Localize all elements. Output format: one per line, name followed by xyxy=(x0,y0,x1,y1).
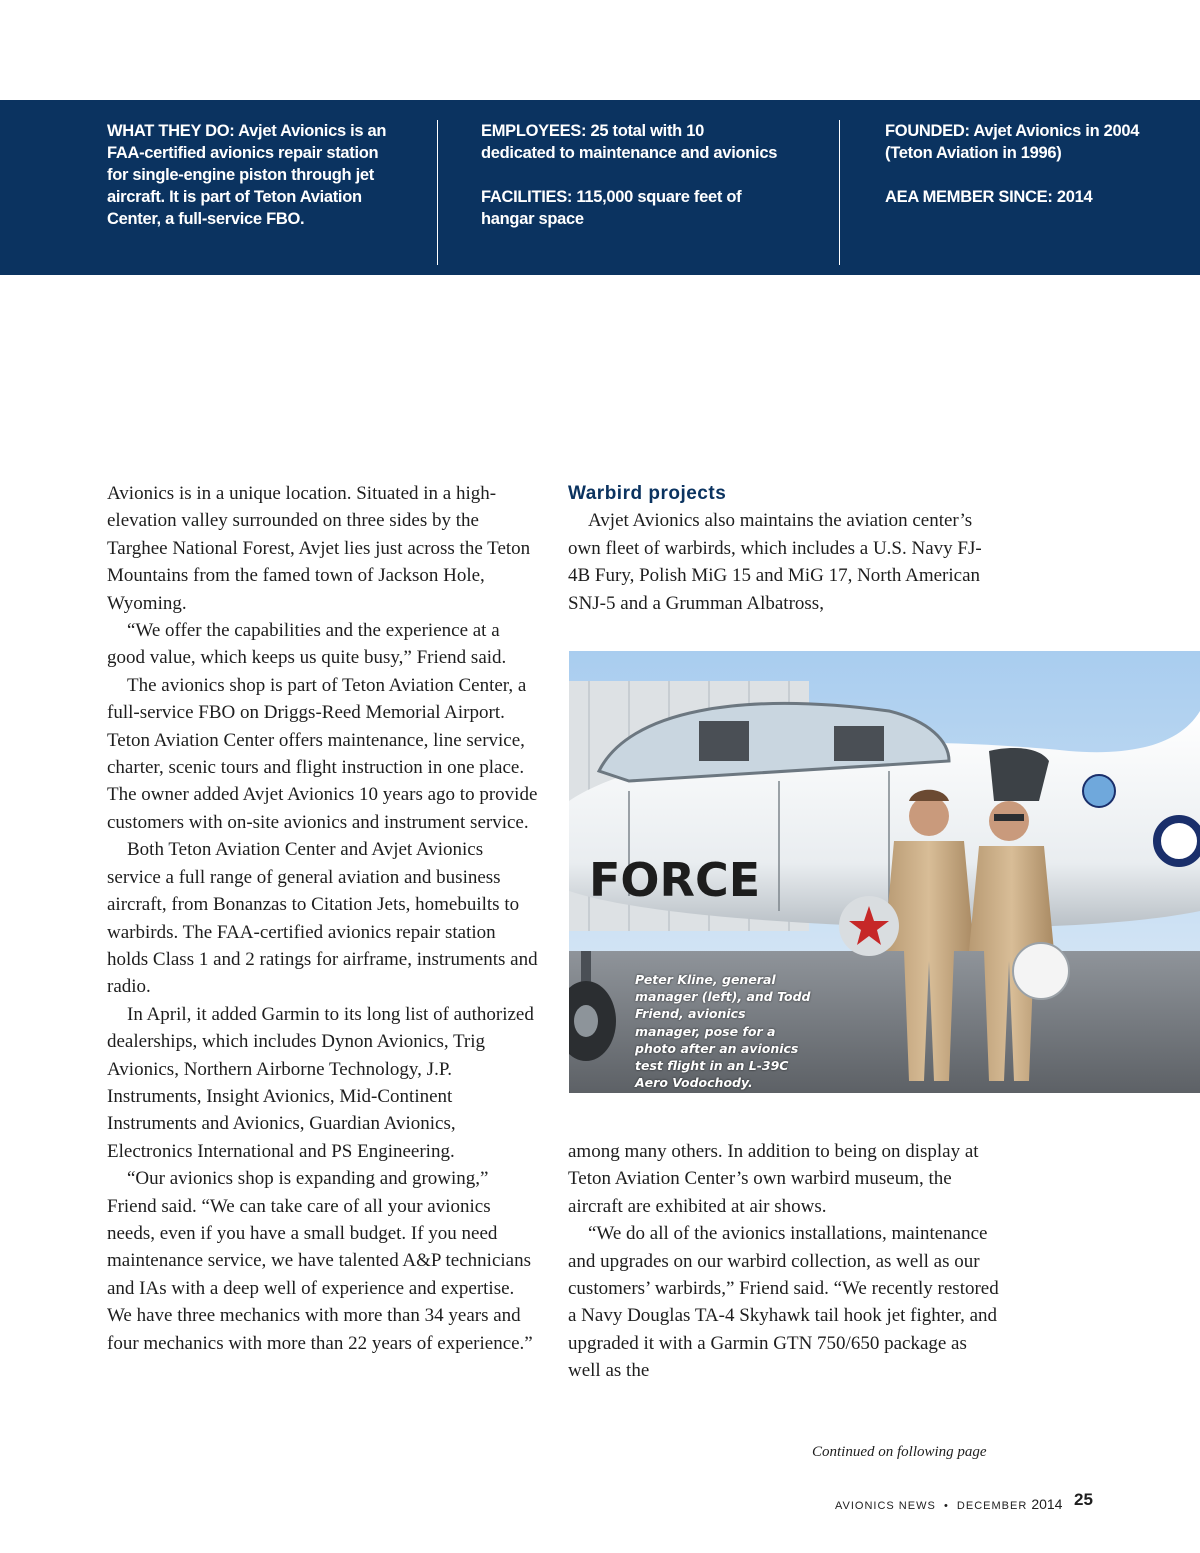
member-since-label: AEA MEMBER SINCE: xyxy=(885,188,1053,206)
section-heading-warbird-projects: Warbird projects xyxy=(568,483,727,504)
body-paragraph: among many others. In addition to being on display at Teton Aviation Center’s own warbird museum, the aircraft are exhibited at air shows. xyxy=(568,1141,979,1217)
facts-column-what-they-do xyxy=(107,120,387,230)
body-paragraph: “We offer the capabilities and the experience at a good value, which keeps us quite busy,” Friend said. xyxy=(107,620,507,669)
facts-column-founded xyxy=(885,120,1155,208)
facts-banner xyxy=(0,100,1200,275)
body-paragraph: The avionics shop is part of Teton Aviation Center, a full-service FBO on Driggs-Reed Memorial Airport. Teton Aviation Center offers maintenance, line service, charter, scenic tours and flight instruction in one place. The owner added Avjet Avionics 10 years ago to provide customers with on-site avionics and instrument service. xyxy=(107,674,538,833)
employees-label: EMPLOYEES: xyxy=(481,122,587,140)
body-paragraph: “We do all of the avionics installations, maintenance and upgrades on our warbird collection, as well as our customers’ warbirds,” Friend said. “We recently restored a Navy Douglas TA-4 Skyhawk tail hook jet fighter, and upgraded it with a Garmin GTN 750/650 package as well as the xyxy=(568,1223,999,1382)
issue-month: DECEMBER xyxy=(956,1500,1028,1512)
facilities-label: FACILITIES: xyxy=(481,188,573,206)
member-since-text: 2014 xyxy=(1052,188,1093,206)
founded-label: FOUNDED: xyxy=(885,122,970,140)
facilities-text: 115,000 square feet of hangar space xyxy=(481,188,742,228)
page-footer xyxy=(835,1496,1062,1512)
article-right-column-bottom xyxy=(568,1138,1000,1385)
body-paragraph: In April, it added Garmin to its long list of authorized dealerships, which includes Dynon Avionics, Trig Avionics, Northern Airborne Technology, J.P. Instruments, Insight Avionics, Mid-Continent Instruments and Avionics, Guardian Avionics, Electronics International and PS Engineering. xyxy=(107,1003,534,1162)
photo-caption: Peter Kline, general manager (left), and Todd Friend, avionics manager, pose for a photo after an avionics test flight in an L-39C Aero Vodochody. xyxy=(635,972,811,1091)
publication-name: AVIONICS NEWS xyxy=(835,1500,936,1512)
page-number: 25 xyxy=(1074,1490,1093,1509)
body-paragraph: Avjet Avionics also maintains the aviation center’s own fleet of warbirds, which includes a U.S. Navy FJ-4B Fury, Polish MiG 15 and MiG 17, North American SNJ-5 and a Grumman Albatross, xyxy=(568,510,982,614)
what-they-do-label: WHAT THEY DO: xyxy=(107,122,235,140)
fuselage-lettering: FORCE xyxy=(589,853,761,907)
what-they-do-text: Avjet Avionics is an FAA-certified avionics repair station for single-engine piston through jet aircraft. It is part of Teton Aviation Center, a full-service FBO. xyxy=(107,122,387,228)
continued-note: Continued on following page xyxy=(812,1444,987,1460)
body-paragraph: Avionics is in a unique location. Situated in a high-elevation valley surrounded on three sides by the Targhee National Forest, Avjet lies just across the Teton Mountains from the famed town of Jackson Hole, Wyoming. xyxy=(107,483,531,614)
employees-text: 25 total with 10 dedicated to maintenance and avionics xyxy=(481,122,778,162)
article-left-column xyxy=(107,480,539,1357)
jet-photo xyxy=(569,651,1200,1093)
body-paragraph: “Our avionics shop is expanding and growing,” Friend said. “We can take care of all your avionics needs, even if you have a small budget. If you need maintenance service, we have talented A&P technicians and IAs with a deep well of experience and expertise. We have three mechanics with more than 34 years and four mechanics with more than 22 years of experience.” xyxy=(107,1168,533,1354)
article-right-column-top xyxy=(568,480,1000,617)
issue-year: 2014 xyxy=(1031,1496,1063,1512)
footer-separator: • xyxy=(943,1500,949,1512)
facts-column-employees xyxy=(481,120,781,230)
facts-divider-1 xyxy=(437,120,438,265)
body-paragraph: Both Teton Aviation Center and Avjet Avionics service a full range of general aviation and business aircraft, from Bonanzas to Citation Jets, homebuilts to warbirds. The FAA-certified avionics repair station holds Class 1 and 2 ratings for airframe, instruments and radio. xyxy=(107,839,538,998)
facts-divider-2 xyxy=(839,120,840,265)
founded-text: Avjet Avionics in 2004 (Teton Aviation in 1996) xyxy=(885,122,1140,162)
